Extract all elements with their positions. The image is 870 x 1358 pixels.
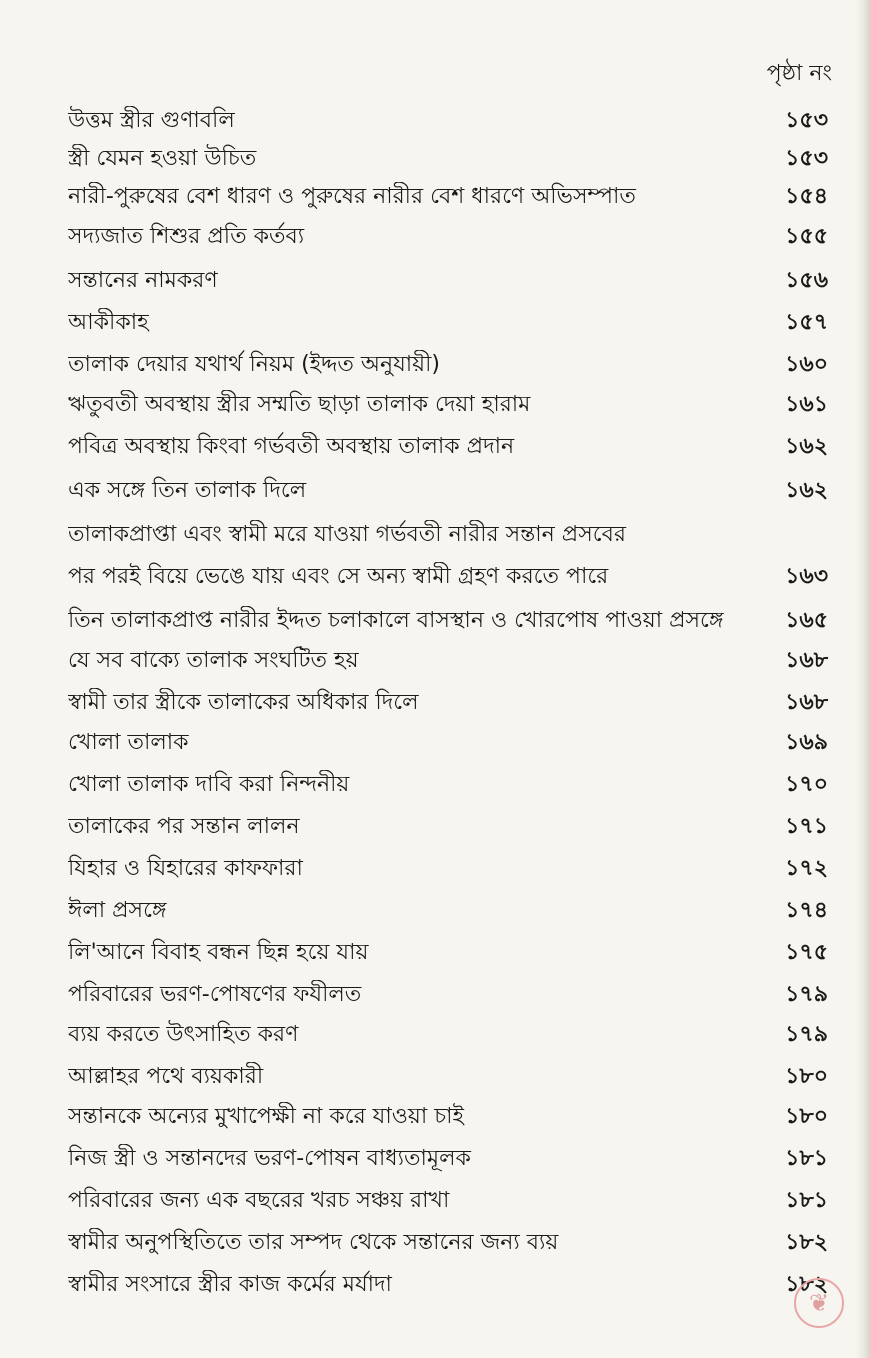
toc-page-number: ১৮১ [785, 1188, 828, 1213]
toc-page-number: ১৭৯ [785, 1022, 828, 1047]
toc-entry [68, 1050, 834, 1092]
toc-page-number: ১৮১ [785, 1146, 828, 1171]
toc-title: খোলা তালাক দাবি করা নিন্দনীয় [68, 772, 350, 797]
toc-entry [68, 174, 834, 212]
toc-title: স্বামীর অনুপস্থিতিতে তার সম্পদ থেকে সন্তানের জন্য ব্যয় [68, 1230, 559, 1255]
toc-title: পর পরই বিয়ে ভেঙে যায় এবং সে অন্য স্বামী গ্রহণ করতে পারে [68, 564, 609, 589]
toc-title: সন্তানকে অন্যের মুখাপেক্ষী না করে যাওয়া চাই [68, 1104, 464, 1129]
toc-page-number: ১৫৩ [785, 108, 828, 133]
toc-page-number: ১৭৫ [785, 940, 828, 965]
toc-entry [68, 842, 834, 884]
toc-page-number: ১৬৮ [785, 690, 828, 715]
toc-title: তালাকের পর সন্তান লালন [68, 814, 300, 839]
toc-entry [68, 592, 834, 636]
toc-entry [68, 96, 834, 136]
toc-entry [68, 1092, 834, 1132]
toc-entry [68, 1258, 834, 1300]
toc-entry [68, 136, 834, 174]
toc-entry [68, 296, 834, 338]
toc-page-number: ১৭০ [785, 772, 828, 797]
toc-page-number: ১৬২ [785, 434, 828, 459]
toc-page-number: ১৮২ [785, 1230, 828, 1255]
toc-title: পরিবারের ভরণ-পোষণের ফযীলত [68, 982, 362, 1007]
toc-page-number: ১৬১ [785, 392, 828, 417]
toc-entry [68, 884, 834, 926]
toc-title: পরিবারের জন্য এক বছরের খরচ সঞ্চয় রাখা [68, 1188, 450, 1213]
toc-title: নিজ স্ত্রী ও সন্তানদের ভরণ-পোষন বাধ্যতামূলক [68, 1146, 471, 1171]
toc-title: উত্তম স্ত্রীর গুণাবলি [68, 108, 235, 133]
toc-title: পবিত্র অবস্থায় কিংবা গর্ভবতী অবস্থায় তালাক প্রদান [68, 434, 515, 459]
toc-page-number: ১৬২ [785, 478, 828, 503]
toc-page-number: ১৬০ [785, 352, 828, 377]
toc-page-number: ১৫৬ [785, 268, 828, 293]
toc-title: তালাকপ্রাপ্তা এবং স্বামী মরে যাওয়া গর্ভবতী নারীর সন্তান প্রসবের [68, 522, 626, 547]
toc-entry [68, 462, 834, 506]
toc-title: স্বামী তার স্ত্রীকে তালাকের অধিকার দিলে [68, 690, 419, 715]
toc-page-number: ১৬৯ [785, 730, 828, 755]
page-number-header: পৃষ্ঠা নং [766, 61, 832, 86]
toc-page-number: ১৭১ [785, 814, 828, 839]
toc-entry [68, 1216, 834, 1258]
toc-entry [68, 380, 834, 420]
toc-entry [68, 1174, 834, 1216]
toc-page-number: ১৫৫ [785, 224, 828, 249]
toc-title: লি'আনে বিবাহ বন্ধন ছিন্ন হয়ে যায় [68, 940, 369, 965]
toc-entry [68, 550, 834, 592]
toc-entry [68, 800, 834, 842]
toc-entry [68, 968, 834, 1010]
toc-title: আকীকাহ [68, 310, 149, 335]
toc-title: স্ত্রী যেমন হওয়া উচিত [68, 146, 257, 171]
toc-page-number: ১৫৩ [785, 146, 828, 171]
toc-entry [68, 338, 834, 380]
toc-title: আল্লাহর পথে ব্যয়কারী [68, 1064, 264, 1089]
toc-entry [68, 1010, 834, 1050]
toc-title: স্বামীর সংসারে স্ত্রীর কাজ কর্মের মর্যাদা [68, 1272, 392, 1297]
toc-entry [68, 420, 834, 462]
toc-page-number: ১৬৫ [785, 608, 828, 633]
toc-page-number: ১৫৭ [785, 310, 828, 335]
toc-page-number: ১৮০ [785, 1104, 828, 1129]
toc-title: সন্তানের নামকরণ [68, 268, 218, 293]
toc-title: যে সব বাক্যে তালাক সংঘটিত হয় [68, 648, 359, 673]
toc-entry [68, 252, 834, 296]
toc-page-number: ১৬৮ [785, 648, 828, 673]
toc-page-number: ১৭৪ [785, 898, 828, 923]
toc-title: নারী-পুরুষের বেশ ধারণ ও পুরুষের নারীর বেশ ধারণে অভিসম্পাত [68, 184, 636, 209]
publisher-stamp-icon: ❦ [794, 1278, 844, 1328]
toc-entry [68, 1132, 834, 1174]
toc-title: ব্যয় করতে উৎসাহিত করণ [68, 1022, 299, 1047]
toc-entry [68, 676, 834, 718]
toc-title: ঋতুবতী অবস্থায় স্ত্রীর সম্মতি ছাড়া তালাক দেয়া হারাম [68, 392, 531, 417]
toc-title: এক সঙ্গে তিন তালাক দিলে [68, 478, 307, 503]
toc-title: তালাক দেয়ার যথার্থ নিয়ম (ইদ্দত অনুযায়ী) [68, 352, 440, 377]
toc-title: সদ্যজাত শিশুর প্রতি কর্তব্য [68, 224, 305, 249]
toc-page-number: ১৮০ [785, 1064, 828, 1089]
toc-title: তিন তালাকপ্রাপ্ত নারীর ইদ্দত চলাকালে বাসস্থান ও খোরপোষ পাওয়া প্রসঙ্গে [68, 608, 724, 633]
toc-entry [68, 718, 834, 758]
table-of-contents [68, 96, 834, 1300]
toc-title: খোলা তালাক [68, 730, 189, 755]
toc-entry [68, 758, 834, 800]
toc-title: ঈলা প্রসঙ্গে [68, 898, 167, 923]
toc-entry [68, 926, 834, 968]
toc-page-number: ১৮২ [785, 1272, 828, 1297]
toc-page-number: ১৬৩ [785, 564, 828, 589]
toc-entry [68, 212, 834, 252]
toc-entry [68, 506, 834, 550]
page-edge [856, 0, 870, 1358]
toc-page-number: ১৭৯ [785, 982, 828, 1007]
toc-page-number: ১৭২ [785, 856, 828, 881]
toc-page-number: ১৫৪ [785, 184, 828, 209]
toc-title: যিহার ও যিহারের কাফফারা [68, 856, 303, 881]
toc-entry [68, 636, 834, 676]
